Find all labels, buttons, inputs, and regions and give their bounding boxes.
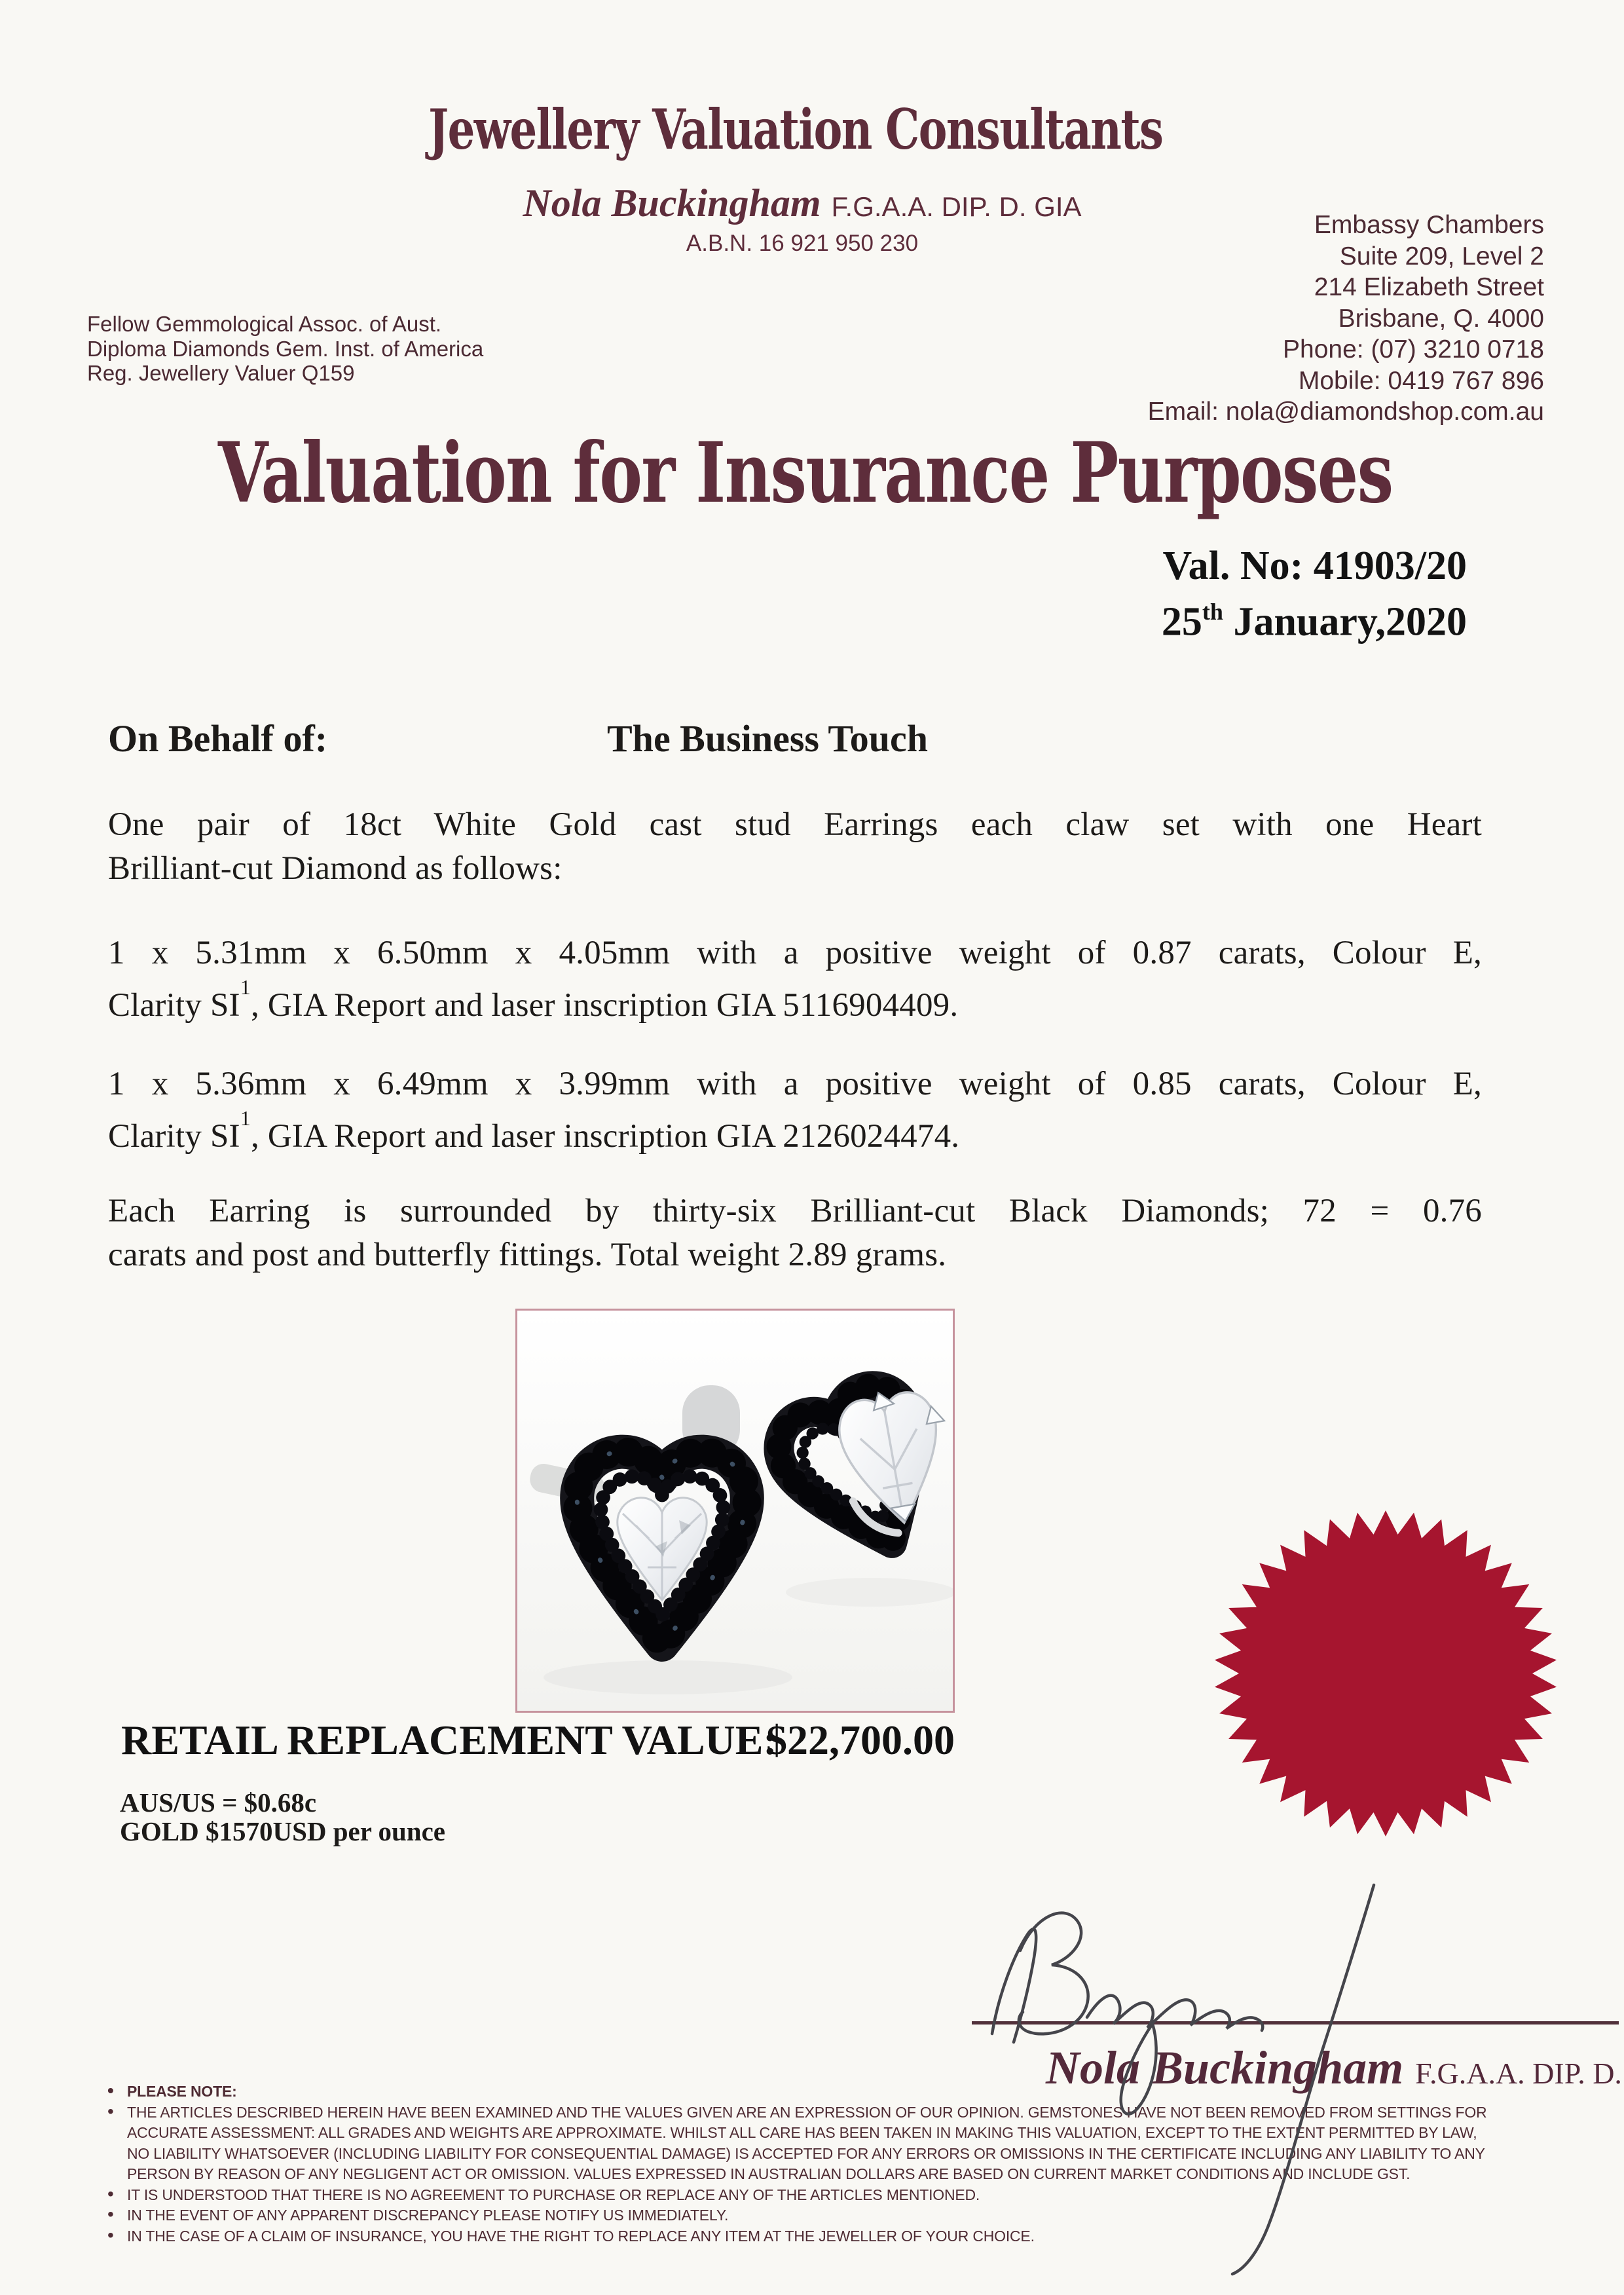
earrings-photo [515, 1309, 955, 1713]
description-intro [108, 803, 1482, 891]
address-block [1148, 210, 1544, 428]
document-title-row [0, 424, 1611, 522]
valuation-number: Val. No: 41903/20 [1162, 544, 1467, 588]
footer-notes [98, 2081, 1500, 2247]
black-diamonds-paragraph [108, 1189, 1482, 1277]
clarity-superscript: 1 [240, 975, 251, 999]
footer-note: • THE ARTICLES DESCRIBED HEREIN HAVE BEEN EXAMINED AND THE VALUES GIVEN ARE AN EXPRESSION OF OUR OPINION. GEMSTONES HAVE NOT BEEN REMOVED FROM SETTINGS FOR ACCURATE ASSESSMENT: ALL GRADES AND WEIGHTS ARE APPROXIMATE. WHILST ALL CARE HAS BEEN TAKEN IN MAKING THIS VALUATION, EXCEPT TO THE EXTENT PERMITTED BY LAW, NO LIABILITY WHATSOEVER (INCLUDING LIABILITY FOR CONSEQUENTIAL DAMAGE) IS ACCEPTED FOR ANY ERRORS OR OMISSIONS IN THE CERTIFICATE INCLUDING ANY LIABILITY TO ANY PERSON BY REASON OF ANY NEGLIGENT ACT OR OMISSION. VALUES EXPRESSED IN AUSTRALIAN DOLLARS ARE BASED ON CURRENT MARKET CONDITIONS AND INCLUDE GST. [98, 2102, 1500, 2185]
text-line: 1 x 5.36mm x 6.49mm x 3.99mm with a positive weight of 0.85 carats, Colour E, [108, 1066, 1482, 1102]
qualification-line: Diploma Diamonds Gem. Inst. of America [87, 336, 484, 361]
exchange-rate-note: AUS/US = $0.68c [120, 1787, 317, 1818]
text-line: Each Earring is surrounded by thirty-six Brilliant-cut Black Diamonds; 72 = 0.76 [108, 1193, 1482, 1229]
date-ordinal: th [1202, 599, 1223, 625]
signature-line [972, 2021, 1619, 2024]
footer-heading: • PLEASE NOTE: [98, 2081, 1500, 2102]
footer-note: • IN THE EVENT OF ANY APPARENT DISCREPANCY PLEASE NOTIFY US IMMEDIATELY. [98, 2205, 1500, 2226]
text-line: carats and post and butterfly fittings. Total weight 2.89 grams. [108, 1237, 947, 1273]
text-line: Clarity $SI^1$, GIA Report and laser inscription GIA 2126024474. [108, 1106, 960, 1155]
valuer-name: Nola Buckingham [523, 181, 821, 225]
earrings-photo-art [517, 1311, 953, 1711]
address-line-phone: Phone: (07) 3210 0718 [1283, 335, 1544, 364]
footer-note: • IN THE CASE OF A CLAIM OF INSURANCE, YOU HAVE THE RIGHT TO REPLACE ANY ITEM AT THE JEWELLER OF YOUR CHOICE. [98, 2226, 1500, 2247]
letterhead [0, 97, 1591, 162]
seal-starburst [1215, 1510, 1557, 1837]
signatory-name: Nola Buckingham [1046, 2042, 1404, 2094]
client-label: On Behalf of: [108, 717, 328, 760]
address-line: Embassy Chambers [1314, 211, 1544, 239]
signatory-credentials: F.G.A.A. DIP. D. [1415, 2057, 1622, 2090]
gold-price-note: GOLD $1570USD per ounce [120, 1816, 445, 1846]
address-line: Suite 209, Level 2 [1339, 242, 1544, 271]
retail-value-amount: $22,700.00 [766, 1717, 955, 1763]
text-line: Brilliant-cut Diamond as follows: [108, 850, 563, 887]
stone-1-paragraph [108, 931, 1482, 1028]
abn: A.B.N. 16 921 950 230 [686, 231, 919, 256]
valuation-number-block [1162, 542, 1467, 646]
address-line: 214 Elizabeth Street [1314, 273, 1544, 301]
text-line: Clarity $SI^1$, GIA Report and laser inscription GIA 5116904409. [108, 975, 959, 1024]
valuer-credentials: F.G.A.A. DIP. D. GIA [831, 191, 1082, 222]
client-row [108, 717, 1483, 760]
retail-value-label: RETAIL REPLACEMENT VALUE: [121, 1717, 777, 1763]
document-title: Valuation for Insurance Purposes [218, 424, 1393, 521]
address-line-mobile: Mobile: 0419 767 896 [1298, 366, 1544, 395]
text-line: One pair of 18ct White Gold cast stud Earrings each claw set with one Heart [108, 806, 1482, 843]
client-name: The Business Touch [607, 717, 929, 760]
qualification-line: Reg. Jewellery Valuer Q159 [87, 361, 355, 385]
address-line: Brisbane, Q. 4000 [1338, 304, 1544, 333]
text-line: 1 x 5.31mm x 6.50mm x 4.05mm with a positive weight of 0.87 carats, Colour E, [108, 935, 1482, 971]
clarity-superscript: 1 [240, 1106, 251, 1130]
qualification-line: Fellow Gemmological Assoc. of Aust. [87, 312, 442, 336]
address-line-email: Email: nola@diamondshop.com.au [1147, 398, 1544, 426]
footer-note: • IT IS UNDERSTOOD THAT THERE IS NO AGREEMENT TO PURCHASE OR REPLACE ANY OF THE ARTICLES MENTIONED. [98, 2185, 1500, 2206]
red-seal [1209, 1503, 1562, 1844]
business-name: Jewellery Valuation Consultants [428, 97, 1163, 162]
qualifications-block [87, 312, 483, 386]
valuation-date: 25th January,2020 [1161, 599, 1467, 644]
stone-2-paragraph [108, 1062, 1482, 1159]
